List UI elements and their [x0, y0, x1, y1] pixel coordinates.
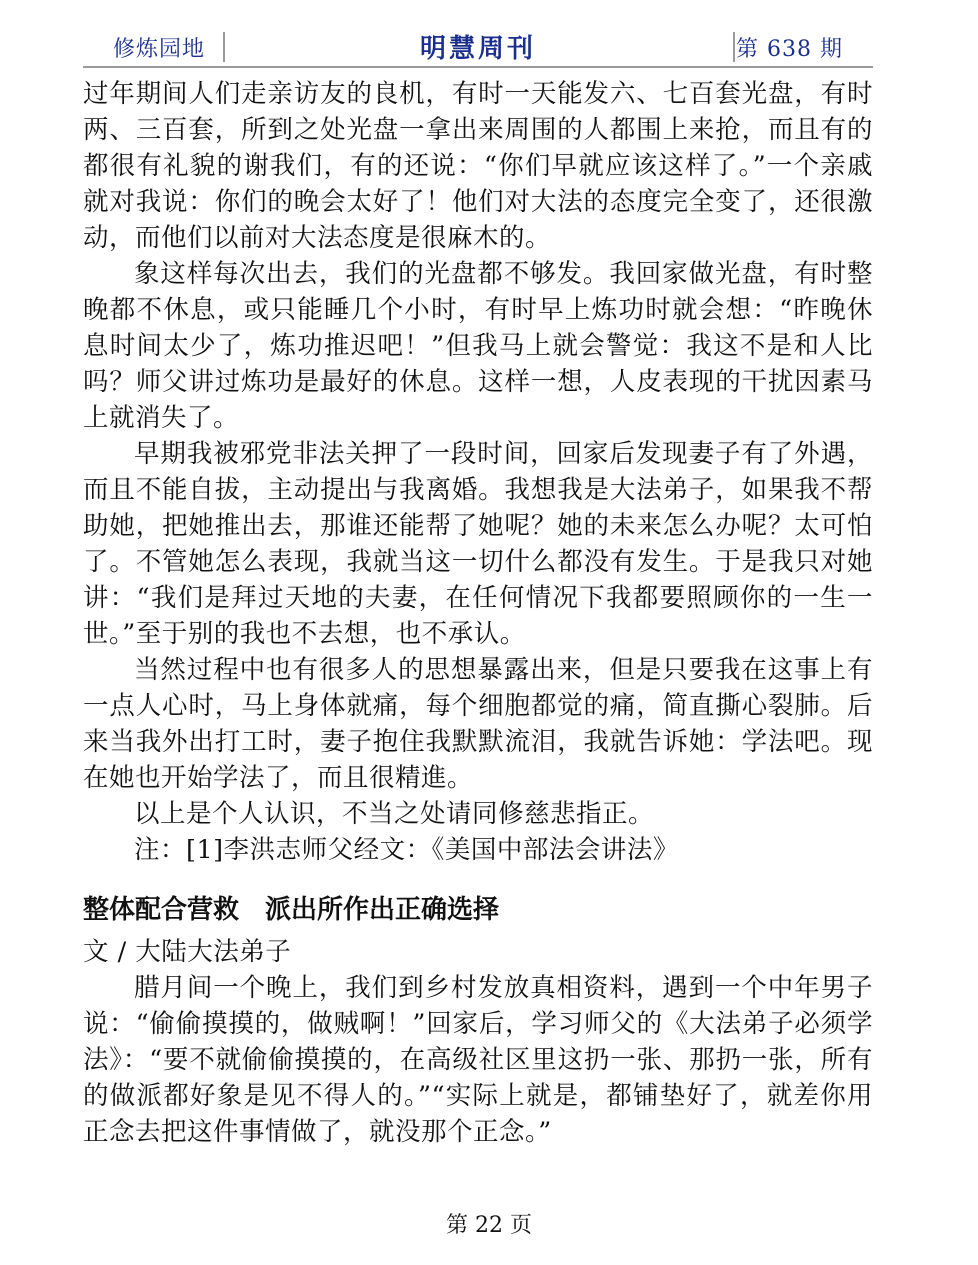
- article-title: 整体配合营救 派出所作出正确选择: [83, 895, 500, 925]
- paragraph: 过年期间人们走亲访友的良机，有时一天能发六、七百套光盘，有时两、三百套，所到之处光盘一拿出来周围的人都围上来抢，而且有的都很有礼貌的谢我们，有的还说：“你们早就应该这样了。”一个亲戚就对我说：你们的晚会太好了！他们对大法的态度完全变了，还很激动，而他们以前对大法态度是很麻木的。: [83, 79, 873, 253]
- publication-title: 明慧周刊: [419, 34, 536, 64]
- article-byline: 文 / 大陆大法弟子: [83, 937, 292, 967]
- paragraph: 当然过程中也有很多人的思想暴露出来，但是只要我在这事上有一点人心时，马上身体就痛，每个细胞都觉的痛，简直撕心裂肺。后来当我外出打工时，妻子抱住我默默流泪，我就告诉她：学法吧。现在她也开始学法了，而且很精進。: [83, 655, 873, 793]
- header-divider-right: [733, 32, 735, 62]
- paragraph: 早期我被邪党非法关押了一段时间，回家后发现妻子有了外遇，而且不能自拔，主动提出与我离婚。我想我是大法弟子，如果我不帮助她，把她推出去，那谁还能帮了她呢？她的未来怎么办呢？太可怕了。不管她怎么表现，我就当这一切什么都没有发生。于是我只对她讲：“我们是拜过天地的夫妻，在任何情况下我都要照顾你的一生一世。”至于别的我也不去想，也不承认。: [83, 439, 873, 649]
- article-body: [83, 76, 873, 1150]
- page-number: 第 22 页: [446, 1213, 532, 1238]
- issue-number: 第 638 期: [736, 37, 843, 62]
- footnote: 注：[1]李洪志师父经文：《美国中部法会讲法》: [134, 835, 679, 865]
- paragraph: 以上是个人认识，不当之处请同修慈悲指正。: [134, 799, 655, 829]
- section-name: 修炼园地: [113, 37, 206, 62]
- paragraph: 腊月间一个晚上，我们到乡村发放真相资料，遇到一个中年男子说：“偷偷摸摸的，做贼啊！”回家后，学习师父的《大法弟子必须学法》：“要不就偷偷摸摸的，在高级社区里这扔一张、那扔一张，所有的做派都好象是见不得人的。”“实际上就是，都铺垫好了，就差你用正念去把这件事情做了，就没那个正念。”: [83, 973, 873, 1147]
- page-header: [83, 28, 873, 66]
- header-rule: [83, 66, 873, 68]
- paragraph: 象这样每次出去，我们的光盘都不够发。我回家做光盘，有时整晚都不休息，或只能睡几个小时，有时早上炼功时就会想：“昨晚休息时间太少了，炼功推迟吧！”但我马上就会警觉：我这不是和人比吗？师父讲过炼功是最好的休息。这样一想，人皮表现的干扰因素马上就消失了。: [83, 259, 873, 433]
